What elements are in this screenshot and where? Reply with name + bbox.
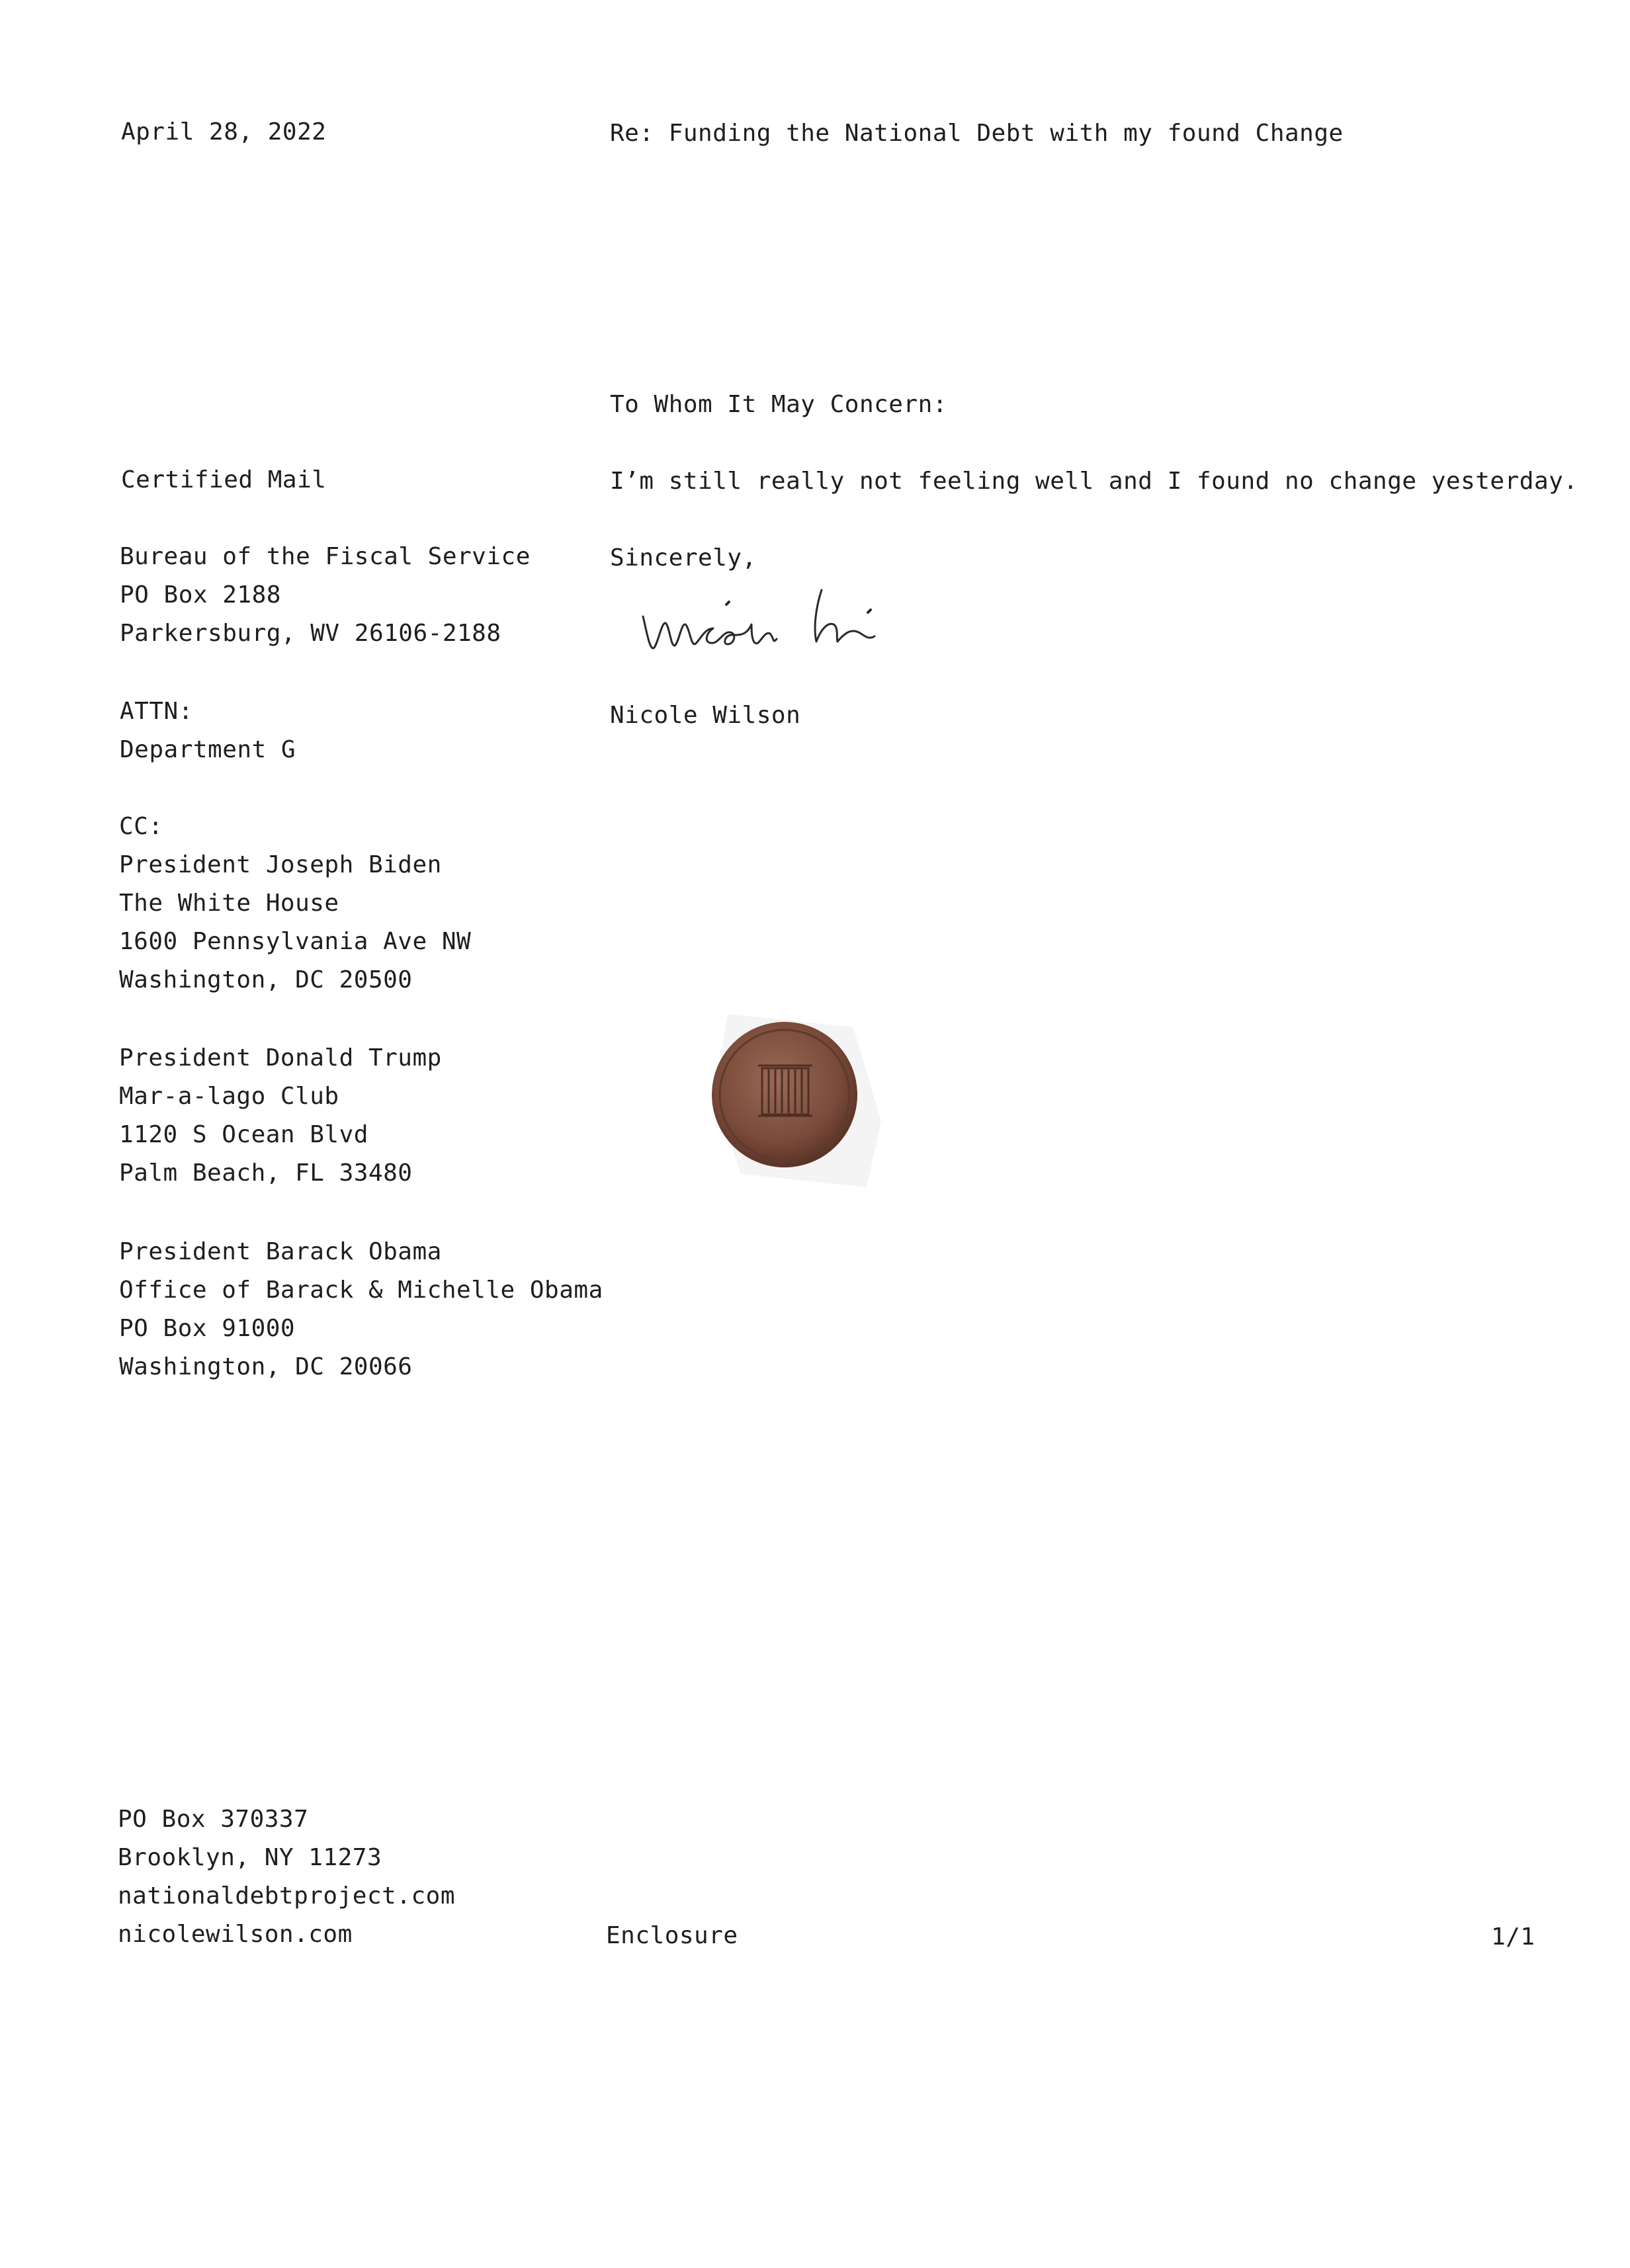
cc-recipient-line: Washington, DC 20066 (119, 1353, 413, 1380)
cc-block (119, 808, 471, 999)
recipient-line: Bureau of the Fiscal Service (120, 543, 531, 570)
cc-recipient-line: President Donald Trump (119, 1044, 442, 1071)
cc-label: CC: (119, 813, 163, 840)
attention-value: Department G (120, 736, 296, 763)
sender-name: Nicole Wilson (610, 702, 801, 729)
attention-block (120, 693, 296, 769)
cc-recipient-line: Office of Barack & Michelle Obama (119, 1277, 603, 1304)
letter-subject: Re: Funding the National Debt with my found Change (610, 120, 1344, 147)
letter-body: I’m still really not feeling well and I found no change yesterday. (610, 468, 1578, 495)
footer-link-nicolewilson[interactable]: nicolewilson.com (118, 1921, 353, 1948)
letter-greeting: To Whom It May Concern: (610, 391, 947, 418)
enclosure-label: Enclosure (606, 1922, 738, 1949)
cc-recipient-line: President Joseph Biden (119, 851, 442, 878)
recipient-line: PO Box 2188 (120, 581, 281, 609)
letter-closing: Sincerely, (610, 544, 757, 571)
footer-line: Brooklyn, NY 11273 (118, 1844, 382, 1871)
delivery-method: Certified Mail (121, 466, 327, 493)
footer-contact (118, 1800, 455, 1954)
cc-recipient-line: Mar-a-lago Club (119, 1083, 339, 1110)
cc-recipient-line: PO Box 91000 (119, 1315, 296, 1342)
cc-recipient-line: Palm Beach, FL 33480 (119, 1159, 413, 1187)
cc-recipient-2 (119, 1039, 442, 1193)
recipient-line: Parkersburg, WV 26106-2188 (120, 620, 501, 647)
cc-recipient-line: 1600 Pennsylvania Ave NW (119, 928, 472, 955)
footer-link-nationaldebtproject[interactable]: nationaldebtproject.com (118, 1882, 455, 1910)
page-number: 1/1 (1491, 1923, 1535, 1951)
footer-line: PO Box 370337 (118, 1806, 309, 1833)
letter-date: April 28, 2022 (121, 118, 327, 146)
attention-label: ATTN: (120, 698, 193, 725)
cc-recipient-line: President Barack Obama (119, 1238, 442, 1265)
cc-recipient-line: Washington, DC 20500 (119, 966, 413, 993)
signature-icon (635, 570, 946, 669)
cc-recipient-line: 1120 S Ocean Blvd (119, 1121, 368, 1148)
penny-coin-icon (701, 995, 886, 1194)
cc-recipient-line: The White House (119, 890, 339, 917)
recipient-address (120, 538, 531, 653)
cc-recipient-3 (119, 1233, 603, 1386)
